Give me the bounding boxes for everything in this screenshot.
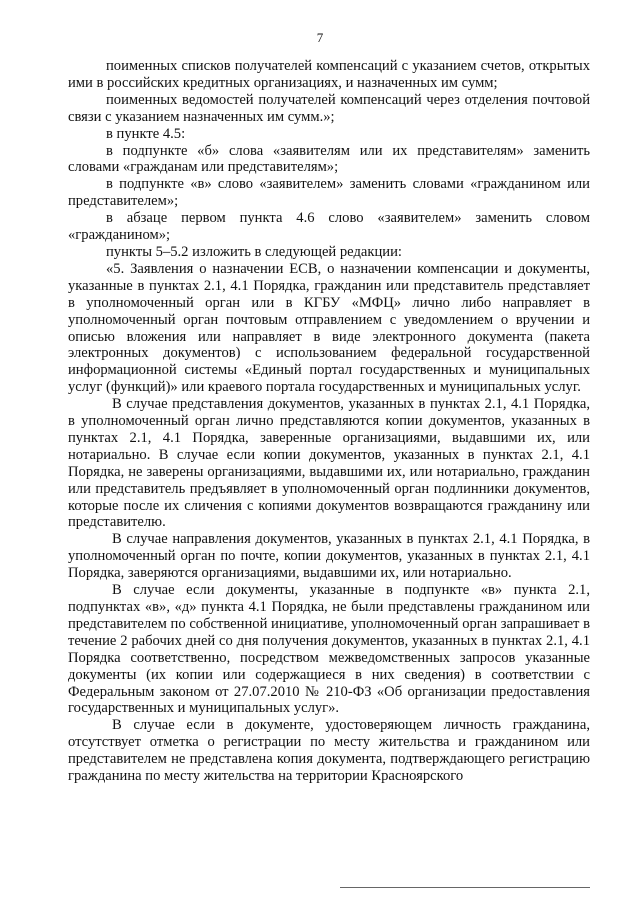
paragraph: В случае если в документе, удостоверяющем личность гражданина, отсутствует отметка о регистрации по месту жительства и гражданином или представителем не представлена копия документа, подтверждающего регистрацию гражданина по месту жительства на территории Красноярского [68, 717, 590, 785]
paragraph: В случае направления документов, указанных в пунктах 2.1, 4.1 Порядка, в уполномоченный орган по почте, копии документов, указанных в пунктах 2.1, 4.1 Порядка, заверяются организациями, выдавшими их, или нотариально. [68, 531, 590, 582]
paragraph: «5. Заявления о назначении ЕСВ, о назначении компенсации и документы, указанные в пунктах 2.1, 4.1 Порядка, гражданин или представитель представляет в уполномоченный орган или в КГБУ «МФЦ» лично либо направляет в уполномоченный орган почтовым отправлением с уведомлением о вручении и описью вложения или направляет в виде электронного документа (пакета электронных документов) с использованием федеральной государственной информационной системы «Единый портал государственных и муниципальных услуг (функций)» или краевого портала государственных и муниципальных услуг. [68, 260, 590, 396]
paragraph: В случае если документы, указанные в подпункте «в» пункта 2.1, подпунктах «в», «д» пункта 4.1 Порядка, не были представлены гражданином или представителем по собственной инициативе, уполномоченный орган запрашивает в течение 2 рабочих дней со дня получения документов, указанных в пунктах 2.1, 4.1 Порядка соответственно, посредством межведомственных запросов указанные документы (их копии или содержащиеся в них сведения) в соответствии с Федеральным законом от 27.07.2010 № 210-ФЗ «Об организации предоставления государственных и муниципальных услуг». [68, 582, 590, 717]
page-number: 7 [316, 30, 324, 45]
document-body [68, 58, 590, 785]
paragraph: в абзаце первом пункта 4.6 слово «заявителем» заменить словом «гражданином»; [68, 210, 590, 244]
paragraph: поименных ведомостей получателей компенсаций через отделения почтовой связи с указанием назначенных им сумм.»; [68, 91, 590, 125]
paragraph: в подпункте «в» слово «заявителем» заменить словами «гражданином или представителем»; [68, 176, 590, 210]
paragraph: в подпункте «б» слова «заявителям или их представителям» заменить словами «гражданам или представителям»; [68, 142, 590, 176]
paragraph: В случае представления документов, указанных в пунктах 2.1, 4.1 Порядка, в уполномоченный орган лично представляются копии документов, указанных в пунктах 2.1, 4.1 Порядка, заверенные организациями, выдавшими их, или нотариально. В случае если копии документов, указанных в пунктах 2.1, 4.1 Порядка, не заверены организациями, выдавшими их, или нотариально, гражданин или представитель предъявляет в уполномоченный орган подлинники документов, которые после их сличения с копиями документов возвращаются гражданину или представителю. [68, 396, 590, 531]
paragraph: в пункте 4.5: [106, 125, 186, 142]
paragraph: пункты 5–5.2 изложить в следующей редакции: [106, 243, 402, 260]
paragraph: поименных списков получателей компенсаций с указанием счетов, открытых ими в российских кредитных организациях, и назначенных им сумм; [68, 58, 590, 91]
bottom-rule [340, 887, 590, 888]
